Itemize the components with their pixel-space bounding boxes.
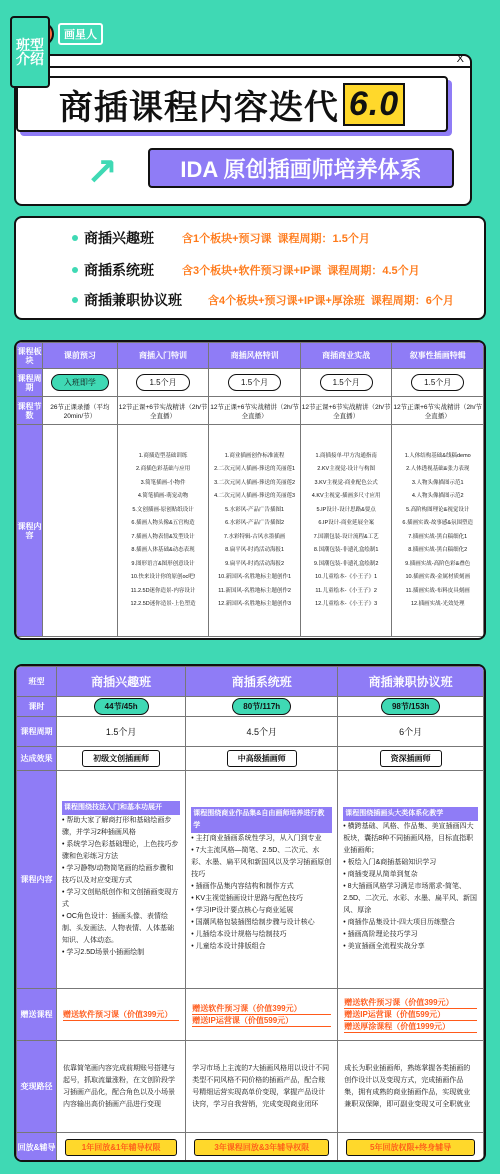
col-head: 商插系统班: [186, 667, 338, 697]
class-type-row: [72, 290, 454, 310]
lesson-item: 11.2.5D迷你造景-内容设计: [130, 587, 196, 594]
table-corner: 班型: [17, 667, 57, 697]
course-modules-table: [14, 340, 486, 640]
lesson-item: 1.人体结构基础&线稿demo: [404, 452, 471, 459]
col-head: 商插商业实战: [300, 343, 392, 369]
lesson-item: 4.简笔插画-萌宠动物: [137, 493, 189, 499]
lesson-item: 11.儿童绘本-《小王子》2: [315, 587, 377, 594]
monetize-path: 成长为职业插画师，熟练掌握各类插画的创作设计以及变现方式，完成插画作品集，拥有成熟的商业插画作品，实现就业兼职双保障，即可副业变现又可全职就业: [338, 1041, 484, 1133]
feature-item: • 板绘入门&商插基础知识学习: [343, 858, 437, 866]
gift-item: 赠送IP运营课（价值599元）: [344, 1009, 477, 1021]
lesson-item: 2.二次元同人插画-葬送的芙丽莲1: [214, 466, 296, 472]
gift-item: 赠送厚涂课程（价值1999元）: [344, 1021, 477, 1033]
lesson-item: 8.插画实战-黑白稿细化2: [408, 547, 468, 553]
lesson-item: 5.文创插画-原创贴纸设计: [132, 506, 194, 513]
feature-item: • 7大主流风格—简笔、2.5D、二次元、水彩、水墨、扁平风和新国风以及学习插画原创技巧: [191, 846, 332, 878]
lesson-item: 3.二次元同人插画-葬送的芙丽莲2: [214, 479, 296, 486]
feature-heading: 课程围绕技法入门和基本功展开: [62, 801, 180, 815]
class-type-row: [72, 228, 370, 248]
row-head: 课程内容: [17, 425, 43, 637]
lesson-item: 11.新国风-名胜地标主题创作2: [218, 587, 291, 594]
lesson-item: 1.商业插画创作标准流程: [224, 452, 285, 459]
feature-item: • 国潮风格包装插图绘制步骤与设计核心: [191, 918, 315, 926]
lesson-item: 5.水彩风-产品广告插图1: [225, 506, 285, 513]
lesson-item: 5.高阶构图理论&视觉设计: [406, 506, 470, 513]
class-compare-table: [14, 664, 486, 1162]
lesson-item: 4.人物头像描图示范2: [411, 493, 464, 499]
row-head: 课程周期: [17, 369, 43, 397]
grade-badge: 资深插画师: [380, 750, 442, 767]
gift-item: 赠送软件预习课（价值399元）: [63, 1009, 179, 1021]
hero-version: 6.0: [343, 83, 405, 126]
row-head: 课时: [17, 697, 57, 717]
lesson-item: 9.插画实战-高阶色彩&叠色: [405, 560, 471, 567]
monetize-path: 学习市场上主流的7大插画风格用以设计不同类型不同风格不同价格的插画产品，配合账号精细运营实现高单价变现，掌握产品设计诀窍，学习自我营销，完成变现商业闭环: [186, 1041, 338, 1133]
feature-list: [186, 771, 338, 989]
row-head: 达成效果: [17, 747, 57, 771]
feature-item: • 学习静物/动物简笔画的绘画步骤和技巧以及对应变现方式: [62, 864, 174, 884]
class-type-modules: 含4个板块+预习课+IP课+厚涂班: [208, 295, 365, 307]
hours-pill: 44节/45h: [94, 698, 149, 715]
feature-item: • 儿插绘本设计规格与绘制技巧: [191, 930, 287, 938]
lesson-count: 12节正课+6节实战精讲（2h/节全直播）: [392, 397, 484, 425]
lesson-item: 1.商插接单-甲方沟通指南: [315, 452, 377, 459]
col-head: 商插兴趣班: [57, 667, 186, 697]
lesson-item: 7.水彩特辑-古风水墨插画: [223, 533, 286, 540]
feature-heading: 课程围绕商业作品集&自由画师培养进行教学: [191, 807, 332, 833]
monetize-path: 依靠简笔画内容完成前期账号搭建与起号，抓取流量涨粉，在文创阶段学习插画产品化，配合角色以及小场景内容输出高价插画产品进行变现: [57, 1041, 186, 1133]
feature-item: • 商插作品集设计-四大项目历练整合: [343, 918, 455, 926]
lesson-item: 8.国潮包装-非遗礼盒绘制1: [313, 547, 379, 553]
row-head: 课程节数: [17, 397, 43, 425]
gift-list: [57, 989, 186, 1041]
period-pill: 1.5个月: [411, 374, 464, 391]
period-pill: 入班即学: [51, 374, 109, 391]
lesson-item: 10.插画实战-金属材质刻画: [405, 574, 470, 580]
class-type-period: 课程周期：6个月: [370, 295, 454, 307]
feature-item: • 横跨基础、风格、作品集、美宣插画四大板块，囊括8种不同插画风格，目标直指职业插画师；: [343, 822, 474, 854]
lesson-item: 2.人体透视基础&张力表现: [406, 466, 470, 472]
lesson-count: 26节正课录播（平均20min/节）: [43, 397, 118, 425]
lesson-item: 6.插画实战-故事感&氛围塑造: [402, 520, 473, 526]
feature-item: • 帮助大家了解商打形和基础绘画步骤，并学习2种插画风格: [62, 816, 172, 836]
lesson-item: 9.图形语言&图形创意设计: [131, 560, 195, 567]
lesson-item: 9.扁平风-时尚活动海报2: [225, 560, 285, 567]
period-value: 1.5个月: [57, 717, 186, 747]
row-head: 变现路径: [17, 1041, 57, 1133]
replay-badge: 3年课程回放&3年辅导权限: [194, 1139, 329, 1156]
hero-title: [16, 76, 448, 132]
feature-item: • KV主视觉插画设计思路与配色技巧: [191, 894, 303, 902]
lesson-item: 12.儿童绘本-《小王子》3: [315, 601, 378, 607]
lesson-count: 12节正课+6节实战精讲（2h/节全直播）: [209, 397, 301, 425]
lesson-item: 10.儿童绘本-《小王子》1: [315, 574, 378, 580]
feature-list: [57, 771, 186, 989]
grade-badge: 初级文创插画师: [82, 750, 160, 767]
feature-list: [338, 771, 484, 989]
logo-text: 画星人: [58, 23, 103, 45]
feature-item: • 主打商业插画系统性学习，从入门到专业: [191, 834, 322, 842]
lesson-list: [117, 425, 209, 637]
arrow-icon: ↗: [86, 152, 118, 194]
row-head: 课程板块: [17, 343, 43, 369]
hero-window-bar: [16, 53, 470, 68]
feature-item: • 插画高阶理论技巧学习: [343, 930, 418, 938]
feature-item: • 商插变现从简单到复杂: [343, 870, 418, 878]
lesson-list: [43, 425, 118, 637]
lesson-item: 5.IP设计-设计思路&要点: [316, 506, 376, 513]
lesson-item: 11.插画实战-布料皮具刻画: [405, 587, 470, 594]
row-head: 课程内容: [17, 771, 57, 989]
class-type-name: 商插兼职协议班: [84, 292, 182, 308]
lesson-item: 2.商插色彩基础与应用: [136, 466, 191, 472]
lesson-item: 9.国潮包装-非遗礼盒绘制2: [313, 560, 379, 567]
period-pill: 1.5个月: [320, 374, 373, 391]
period-value: 4.5个月: [186, 717, 338, 747]
feature-heading: 课程围绕插画头大类体系化教学: [343, 807, 478, 821]
gift-list: [186, 989, 338, 1041]
lesson-item: 2.KV主视觉-设计与构图: [317, 466, 376, 472]
gift-list: [338, 989, 484, 1041]
feature-item: • 学习文创贴纸创作和文创插画变现方式: [62, 888, 179, 908]
feature-item: • 插画作品集内容结构和制作方式: [191, 882, 294, 890]
lesson-item: 12.2.5D迷你造景-上色塑造: [130, 601, 196, 607]
lesson-item: 8.扁平风-时尚活动海报1: [225, 547, 285, 553]
hero-subtitle: IDA 原创插画师培养体系: [148, 148, 454, 188]
feature-item: • 美宣插画全流程实战分享: [343, 942, 425, 950]
class-type-period: 课程周期：4.5个月: [327, 265, 420, 277]
lesson-item: 3.简笔插画-小物件: [140, 479, 186, 486]
gift-item: 赠送软件预习课（价值399元）: [192, 1003, 331, 1015]
row-head: 赠送课程: [17, 989, 57, 1041]
class-type-modules: 含3个板块+软件预习课+IP课: [182, 265, 322, 277]
feature-item: • OC角色设计：插画头像、表情绘制、头发画法、人物表情、人体基础知识、人体动态。: [62, 912, 174, 944]
gift-item: 赠送IP运营课（价值599元）: [192, 1015, 331, 1027]
lesson-item: 7.插画人物表情&发型设计: [131, 533, 195, 540]
feature-item: • 儿童绘本设计排版组合: [191, 942, 266, 950]
period-pill: 1.5个月: [228, 374, 281, 391]
class-type-modules: 含1个板块+预习课: [182, 233, 272, 245]
bullet-icon: [72, 297, 78, 303]
col-head: 商插兼职协议班: [338, 667, 484, 697]
lesson-count: 12节正课+6节实战精讲（2h/节全直播）: [117, 397, 209, 425]
lesson-item: 10.新国风-名胜地标主题创作1: [218, 574, 292, 580]
hours-pill: 98节/153h: [381, 698, 440, 715]
feature-item: • 学习IP设计要点核心与商业延展: [191, 906, 294, 914]
lesson-list: [392, 425, 484, 637]
lesson-list: [209, 425, 301, 637]
col-head: 课前预习: [43, 343, 118, 369]
row-head: 课程周期: [17, 717, 57, 747]
gift-item: 赠送软件预习课（价值399元）: [344, 997, 477, 1009]
lesson-item: 12.插画实战-光效处理: [410, 601, 465, 607]
class-type-name: 商插兴趣班: [84, 230, 154, 246]
class-types-label: 班型介绍: [10, 16, 50, 88]
lesson-item: 1.商插造型基础训练: [138, 452, 188, 459]
class-type-row: [72, 260, 420, 280]
bullet-icon: [72, 235, 78, 241]
class-type-period: 课程周期：1.5个月: [277, 233, 370, 245]
replay-badge: 1年回放&1年辅导权限: [65, 1139, 177, 1156]
lesson-item: 3.人物头像描图示范1: [411, 479, 464, 486]
row-head: 回放&辅导: [17, 1133, 57, 1163]
feature-item: • 8大插画风格学习满足市场需求-简笔、2.5D、二次元、水彩、水墨、扁平风、新国风、厚涂: [343, 882, 478, 914]
hero-title-text: 商插课程内容迭代: [58, 88, 339, 127]
class-type-name: 商插系统班: [84, 262, 154, 278]
lesson-item: 7.国潮包装-设计流程&工艺: [313, 533, 379, 540]
lesson-item: 4.二次元同人插画-葬送的芙丽莲3: [214, 493, 296, 499]
col-head: 商插入门特训: [117, 343, 209, 369]
close-icon: X: [456, 53, 464, 65]
lesson-item: 10.快来设计你的原创oc吧!: [130, 574, 196, 580]
lesson-item: 6.IP设计-商业延展全案: [318, 520, 374, 526]
lesson-list: [300, 425, 392, 637]
lesson-item: 8.插画人体基础&动态表现: [131, 547, 195, 553]
feature-item: • 系统学习色彩基础理论，上色技巧步骤和色彩练习方法: [62, 840, 179, 860]
lesson-count: 12节正课+6节实战精讲（2h/节全直播）: [300, 397, 392, 425]
period-value: 6个月: [338, 717, 484, 747]
lesson-item: 7.插画实战-黑白稿细化1: [408, 533, 468, 540]
feature-item: • 学习2.5D场景小插画绘制: [62, 948, 145, 956]
period-pill: 1.5个月: [136, 374, 189, 391]
grade-badge: 中高级插画师: [227, 750, 297, 767]
lesson-item: 6.水彩风-产品广告插图2: [225, 520, 285, 526]
lesson-item: 6.插画人物头像&五官构造: [131, 520, 195, 526]
lesson-item: 4.KV主视觉-插画多尺寸应用: [311, 493, 381, 499]
bullet-icon: [72, 267, 78, 273]
replay-badge: 5年回放权限+终身辅导: [346, 1139, 475, 1156]
col-head: 商插风格特训: [209, 343, 301, 369]
hours-pill: 80节/117h: [232, 698, 291, 715]
lesson-item: 3.KV主视觉-商业配色公式: [314, 479, 378, 486]
col-head: 叙事性插画特辑: [392, 343, 484, 369]
lesson-item: 12.新国风-名胜地标主题创作3: [218, 601, 292, 607]
